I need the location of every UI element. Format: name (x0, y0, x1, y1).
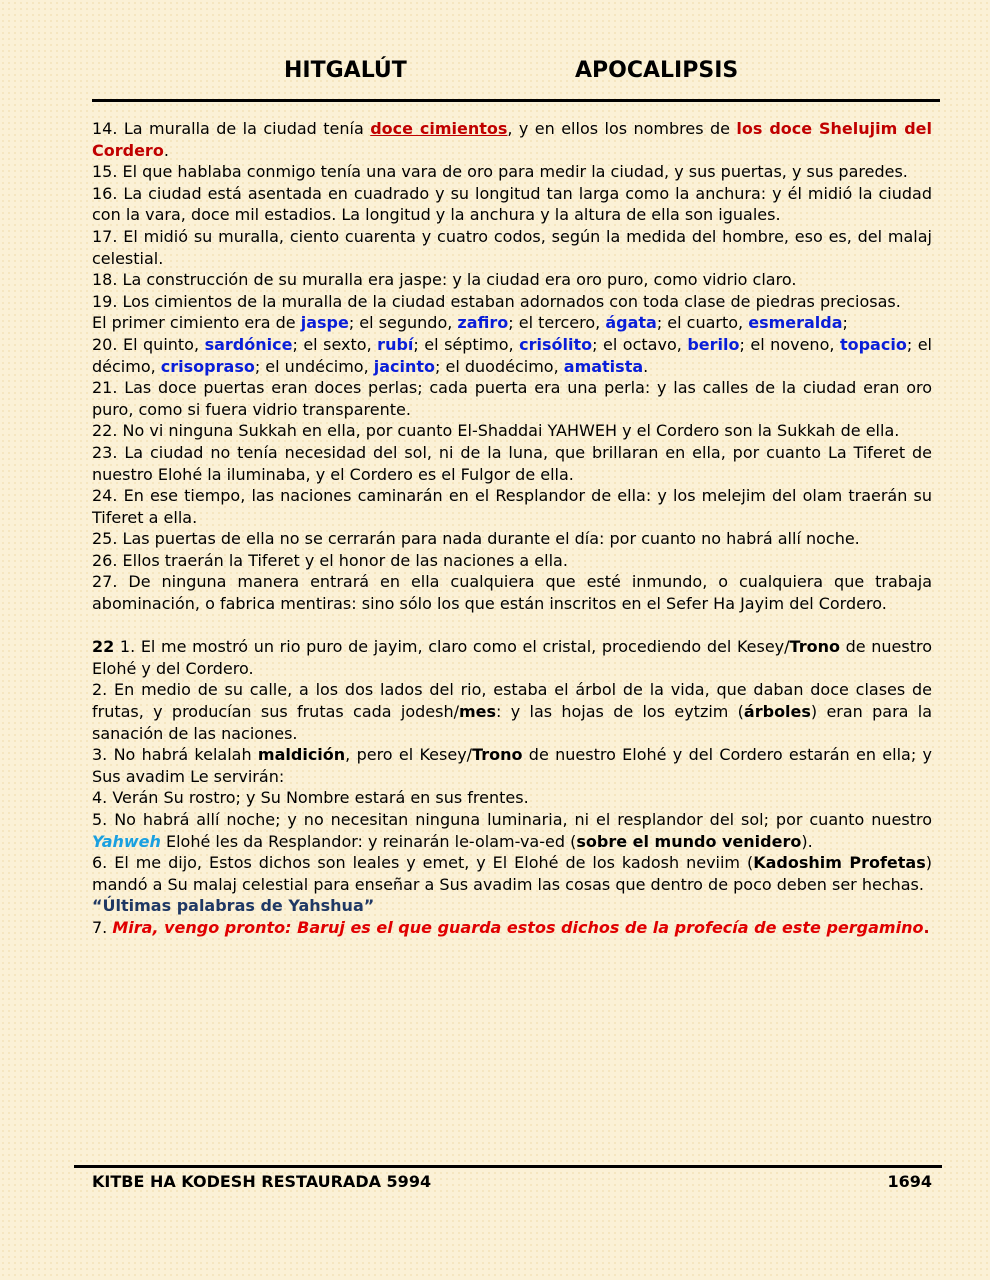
stone-topacio: topacio (839, 334, 907, 354)
chapter-22-verse-4: 4. Verán Su rostro; y Su Nombre estará en sus frentes. (92, 788, 529, 808)
stone-jacinto: jacinto (373, 356, 436, 376)
stone-amatista: amatista (563, 356, 644, 376)
verse-15: 15. El que hablaba conmigo tenía una vara de oro para medir la ciudad, y sus puertas, y sus paredes. (92, 162, 908, 182)
verse-14: 14. La muralla de la ciudad tenía doce cimientos, y en ellos los nombres de los doce Shelujim del Cordero. (92, 119, 932, 160)
highlight-words-of-yahshua: Mira, vengo pronto: Baruj es el que guarda estos dichos de la profecía de este pergamino (112, 917, 924, 937)
verse-21: 21. Las doce puertas eran doces perlas; cada puerta era una perla: y las calles de la ciudad eran oro puro, como si fuera vidrio transparente. (92, 378, 932, 419)
header-rule (92, 99, 940, 102)
page-header (92, 58, 940, 92)
chapter-22-verse-5: 5. No habrá allí noche; y no necesitan ninguna luminaria, ni el resplandor del sol; por cuanto nuestro Yahweh Elohé les da Resplandor: y reinarán le-olam-va-ed (sobre el mundo venidero). (92, 810, 932, 851)
chapter-22-verse-1: 22 1. El me mostró un rio puro de jayim, claro como el cristal, procediendo del Kesey/Trono de nuestro Elohé y del Cordero. (92, 637, 933, 678)
highlight-yahweh: Yahweh (92, 831, 161, 851)
stone-rubi: rubí (377, 334, 414, 354)
chapter-22-verse-6: 6. El me dijo, Estos dichos son leales y emet, y El Elohé de los kadosh neviim (Kadoshim Profetas) mandó a Su malaj celestial para enseñar a Sus avadim las cosas que dentro de poco deben ser hechas. (92, 853, 933, 894)
verse-20: 20. El quinto, sardónice; el sexto, rubí; el séptimo, crisólito; el octavo, berilo; el noveno, topacio; el décimo, crisopraso; el undécimo, jacinto; el duodécimo, amatista. (92, 334, 933, 376)
chapter-number: 22 (92, 637, 115, 657)
verse-22: 22. No vi ninguna Sukkah en ella, por cuanto El-Shaddai YAHWEH y el Cordero son la Sukkah de ella. (92, 421, 900, 441)
section-subtitle: “Últimas palabras de Yahshua” (92, 896, 375, 916)
verse-26: 26. Ellos traerán la Tiferet y el honor de las naciones a ella. (92, 550, 568, 570)
chapter-22-verse-7: 7. Mira, vengo pronto: Baruj es el que guarda estos dichos de la profecía de este pergamino. (92, 917, 930, 937)
page-number: 1694 (887, 1172, 932, 1191)
footer-title: KITBE HA KODESH RESTAURADA 5994 (92, 1172, 432, 1191)
stone-jaspe: jaspe (300, 313, 349, 333)
stone-sardonice: sardónice (204, 334, 293, 354)
stone-zafiro: zafiro (457, 313, 509, 333)
header-book-name: APOCALIPSIS (575, 58, 739, 83)
highlight-doce-cimientos: doce cimientos (370, 119, 508, 138)
stone-crisolito: crisólito (519, 334, 593, 354)
verse-23: 23. La ciudad no tenía necesidad del sol, ni de la luna, que brillaran en ella, por cuanto La Tiferet de nuestro Elohé la iluminaba, y el Cordero es el Fulgor de ella. (92, 442, 932, 484)
highlight-shelujim: los doce Shelujim del Cordero (92, 119, 932, 160)
chapter-22-verse-2: 2. En medio de su calle, a los dos lados del rio, estaba el árbol de la vida, que daban doce clases de frutas, y producían sus frutas cada jodesh/mes: y las hojas de los eytzim (árboles) eran para la sanación de las naciones. (92, 680, 933, 743)
stone-esmeralda: esmeralda (748, 313, 843, 333)
verse-24: 24. En ese tiempo, las naciones caminarán en el Resplandor de ella: y los melejim del olam traerán su Tiferet a ella. (92, 486, 932, 527)
header-book-title: HITGALÚT (284, 58, 407, 83)
verse-19: 19. Los cimientos de la muralla de la ciudad estaban adornados con toda clase de piedras preciosas. (92, 291, 901, 311)
stone-crisopraso: crisopraso (160, 356, 255, 376)
stone-agata: ágata (605, 313, 657, 333)
scripture-text (92, 118, 932, 939)
verse-27: 27. De ninguna manera entrará en ella cualquiera que esté inmundo, o cualquiera que trabaja abominación, o fabrica mentiras: sino sólo los que están inscritos en el Sefer Ha Jayim del Cordero. (92, 572, 932, 614)
verse-17: 17. El midió su muralla, ciento cuarenta y cuatro codos, según la medida del hombre, eso es, del malaj celestial. (92, 226, 932, 268)
footer-rule (74, 1165, 942, 1168)
verse-25: 25. Las puertas de ella no se cerrarán para nada durante el día: por cuanto no habrá allí noche. (92, 529, 860, 549)
verse-16: 16. La ciudad está asentada en cuadrado y su longitud tan larga como la anchura: y él midió la ciudad con la vara, doce mil estadios. La longitud y la anchura y la altura de ella son iguales. (92, 183, 932, 225)
chapter-gap (92, 615, 932, 637)
chapter-22-verse-3: 3. No habrá kelalah maldición, pero el Kesey/Trono de nuestro Elohé y del Cordero estarán en ella; y Sus avadim Le servirán: (92, 745, 933, 786)
verse-18: 18. La construcción de su muralla era jaspe: y la ciudad era oro puro, como vidrio claro. (92, 270, 797, 290)
stone-berilo: berilo (687, 334, 740, 354)
stones-line: El primer cimiento era de jaspe; el segundo, zafiro; el tercero, ágata; el cuarto, esmeralda; (92, 313, 848, 333)
